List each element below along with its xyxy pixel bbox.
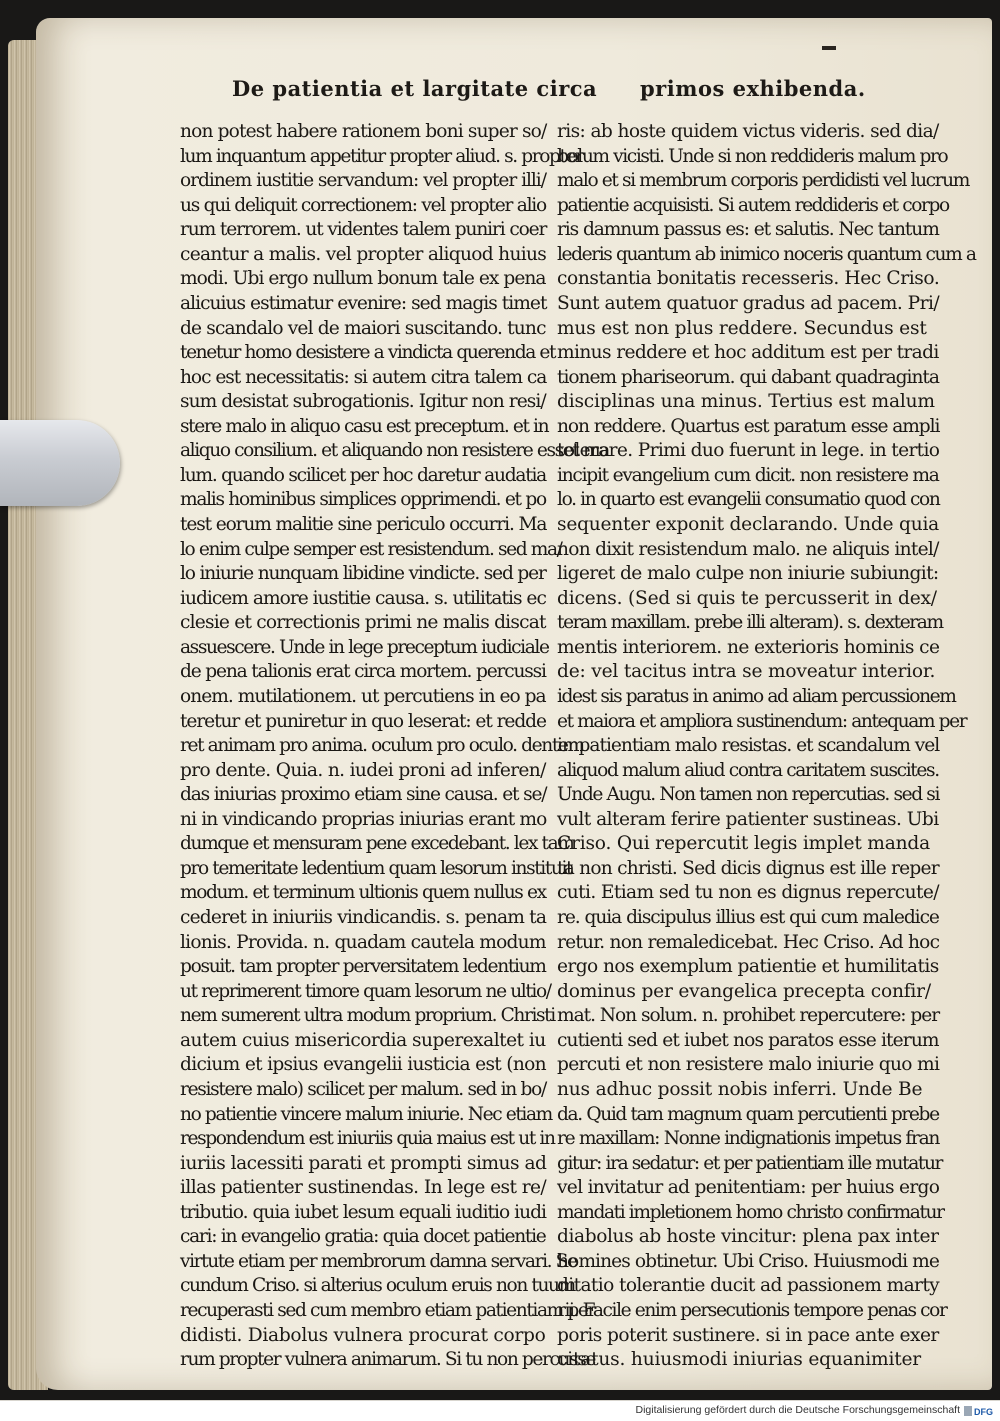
text-line: alicuius estimatur evenire: sed magis timet — [180, 292, 547, 314]
text-line: modum. et terminum ultionis quem nullus ex — [180, 882, 546, 904]
text-line: lum inquantum appetitur propter aliud. s. propter — [180, 145, 583, 167]
text-line: gitur: ira sedatur: et per patientiam ille mutatur — [557, 1152, 943, 1174]
text-line: malis hominibus simplices opprimendi. et po — [180, 489, 546, 511]
text-line: disciplinas una minus. Tertius est malum — [557, 391, 935, 413]
text-line: pro dente. Quia. n. iudei proni ad inferen/ — [180, 759, 546, 781]
text-line: bolum vicisti. Unde si non reddideris malum pro — [557, 145, 948, 167]
text-line: ordinem iustitie servandum: vel propter illi/ — [180, 170, 546, 192]
text-line: diabolus ab hoste vincitur: plena pax inter — [557, 1226, 939, 1248]
text-line: respondendum est iniuriis quia maius est ut in — [180, 1128, 555, 1150]
text-line: illas patienter sustinendas. In lege est re/ — [180, 1177, 547, 1199]
text-line: dumque et mensuram pene excedebant. lex tam — [180, 833, 574, 855]
text-line: cundum Criso. si alterius oculum eruis non tuum — [180, 1275, 575, 1297]
text-line: no patientie vincere malum iniurie. Nec etiam — [180, 1103, 552, 1125]
footer-bar — [0, 1400, 1000, 1421]
text-line: assuescere. Unde in lege preceptum iudiciale — [180, 636, 549, 658]
text-line: dicens. (Sed si quis te percusserit in dex/ — [557, 587, 937, 609]
text-line: tributio. quia iubet lesum equali iuditio iudi — [180, 1201, 546, 1223]
text-line: iuriis lacessiti parati et prompti simus ad — [180, 1152, 547, 1174]
text-line: Sunt autem quatuor gradus ad pacem. Pri/ — [557, 292, 940, 314]
text-line: homines obtinetur. Ubi Criso. Huiusmodi me — [557, 1250, 939, 1272]
text-line: poris poterit sustinere. si in pace ante exer — [557, 1324, 939, 1346]
text-line: ris damnum passus es: et salutis. Nec tantum — [557, 219, 939, 241]
page-clip — [0, 420, 120, 506]
text-line: virtute etiam per membrorum damna servari. Se — [180, 1250, 577, 1272]
text-line: et maiora et ampliora sustinendum: antequam per — [557, 710, 967, 732]
text-line: aliquod malum aliud contra caritatem suscites. — [557, 759, 939, 781]
text-line: vult alteram ferire patienter sustineas. Ubi — [557, 808, 939, 830]
text-line: teretur et puniretur in quo leserat: et redde — [180, 710, 546, 732]
text-line: Criso. Qui repercutit legis implet manda — [557, 833, 930, 855]
dfg-logo-icon — [964, 1405, 996, 1417]
text-line: dicium et ipsius evangelii iusticia est (non — [180, 1054, 546, 1076]
text-line: malo et si membrum corporis perdidisti vel lucrum — [557, 170, 969, 192]
text-line: dominus per evangelica precepta confir/ — [557, 980, 931, 1002]
text-line: mat. Non solum. n. prohibet repercutere: per — [557, 1005, 940, 1027]
text-line: aliquo consilium. et aliquando non resistere esset ma — [180, 440, 609, 462]
text-column-left — [180, 120, 609, 1373]
text-line: percuti et non resistere malo iniurie quo mi — [557, 1054, 940, 1076]
text-line: non reddere. Quartus est paratum esse ampli — [557, 415, 940, 437]
text-line: ut reprimerent timore quam lesorum ne ultio/ — [180, 980, 551, 1002]
text-line: lo. in quarto est evangelii consumatio quod con — [557, 489, 940, 511]
text-line: cari: in evangelio gratia: quia docet patientie — [180, 1226, 546, 1248]
text-line: non potest habere rationem boni super so/ — [180, 121, 547, 142]
text-line: de: vel tacitus intra se moveatur interior. — [557, 661, 936, 683]
text-line: retur. non remaledicebat. Hec Criso. Ad hoc — [557, 931, 940, 953]
text-line: non dixit resistendum malo. ne aliquis intel/ — [557, 538, 939, 560]
text-line: mus est non plus reddere. Secundus est — [557, 317, 927, 339]
text-line: cutienti sed et iubet nos paratos esse iterum — [557, 1029, 939, 1051]
text-line: sum desistat subrogationis. Igitur non resi/ — [180, 391, 546, 413]
text-line: citatus. huiusmodi iniurias equanimiter — [557, 1349, 921, 1371]
text-line: da. Quid tam magnum quam percutienti prebe — [557, 1103, 939, 1125]
text-column-right — [557, 120, 976, 1373]
text-line: stere malo in aliquo casu est preceptum. et in — [180, 415, 549, 437]
text-line: us qui deliquit correctionem: vel propter alio — [180, 194, 546, 216]
text-line: nus adhuc possit nobis inferri. Unde Be — [557, 1078, 923, 1100]
text-line: nem sumerent ultra modum proprium. Christi — [180, 1005, 555, 1027]
text-line: hoc est necessitatis: si autem citra talem ca — [180, 366, 547, 388]
text-line: mentis interiorem. ne exterioris hominis ce — [557, 636, 940, 658]
text-line: vel invitatur ad penitentiam: per huius ergo — [557, 1177, 940, 1199]
ink-mark — [822, 46, 836, 50]
text-line: idest sis paratus in animo ad aliam percussionem — [557, 685, 956, 707]
text-line: ligeret de malo culpe non iniurie subiungit: — [557, 563, 939, 585]
text-line: impatientiam malo resistas. et scandalum vel — [557, 735, 940, 757]
text-line: de scandalo vel de maiori suscitando. tunc — [180, 317, 546, 339]
text-line: posuit. tam propter perversitatem ledentium — [180, 956, 546, 978]
text-line: cederet in iniuriis vindicandis. s. penam ta — [180, 907, 547, 928]
text-line: minus reddere et hoc additum est per tradi — [557, 342, 939, 364]
text-line: clesie et correctionis primi ne malis discat — [180, 612, 546, 634]
text-line: ret animam pro anima. oculum pro oculo. dentem — [180, 735, 584, 757]
text-line: ceantur a malis. vel propter aliquod huius — [180, 243, 547, 265]
text-line: cuti. Etiam sed tu non es dignus repercute/ — [557, 882, 939, 904]
text-line: lo enim culpe semper est resistendum. sed ma/ — [180, 538, 562, 560]
text-line: de pena talionis erat circa mortem. percussi — [180, 661, 546, 683]
running-head-left: De patientia et largitate circa — [232, 76, 598, 101]
text-line: re maxillam: Nonne indignationis impetus fran — [557, 1128, 940, 1150]
text-line: pro temeritate ledentium quam lesorum instituit — [180, 857, 573, 879]
text-line: sequenter exponit declarando. Unde quia — [557, 514, 940, 535]
text-line: rii. Facile enim persecutionis tempore penas cor — [557, 1300, 947, 1321]
text-line: iudicem amore iustitie causa. s. utilitatis ec — [180, 587, 546, 609]
text-line: lionis. Provida. n. quadam cautela modum — [180, 931, 546, 953]
running-head-right: primos exhibenda. — [640, 76, 866, 101]
text-line: lum. quando scilicet per hoc daretur audatia — [180, 464, 546, 486]
text-line: das iniurias proximo etiam sine causa. et se/ — [180, 784, 547, 806]
text-line: resistere malo) scilicet per malum. sed in bo/ — [180, 1078, 546, 1100]
text-line: recuperasti sed cum membro etiam patientiam per — [180, 1300, 595, 1321]
footer-credit: Digitalisierung gefördert durch die Deutsche Forschungsgemeinschaft — [635, 1404, 960, 1416]
text-line: test eorum malitie sine periculo occurri. Ma — [180, 514, 547, 535]
text-line: onem. mutilationem. ut percutiens in eo pa — [180, 685, 546, 707]
text-line: lo iniurie nunquam libidine vindicte. sed per — [180, 563, 546, 585]
text-line: rum terrorem. ut videntes talem puniri coer — [180, 219, 547, 241]
text-line: teram maxillam. prebe illi alteram). s. dexteram — [557, 612, 943, 634]
text-line: tionem phariseorum. qui dabant quadraginta — [557, 366, 939, 388]
text-line: modi. Ubi ergo nullum bonum tale ex pena — [180, 268, 546, 290]
text-line: rum propter vulnera animarum. Si tu non percusse — [180, 1349, 595, 1371]
text-line: Unde Augu. Non tamen non repercutias. sed si — [557, 784, 940, 806]
text-line: ditatio tolerantie ducit ad passionem marty — [557, 1275, 940, 1297]
text-line: constantia bonitatis recesseris. Hec Criso. — [557, 268, 940, 290]
text-line: didisti. Diabolus vulnera procurat corpo — [180, 1324, 546, 1346]
text-line: mandati impletionem homo christo confirmatur — [557, 1201, 944, 1223]
text-line: autem cuius misericordia superexaltet iu — [180, 1029, 546, 1051]
text-line: ris: ab hoste quidem victus videris. sed dia/ — [557, 121, 939, 142]
text-line: re. quia discipulus illius est qui cum maledice — [557, 907, 939, 928]
text-line: patientie acquisisti. Si autem reddideris et corpo — [557, 194, 949, 216]
text-line: ta non christi. Sed dicis dignus est ille reper — [557, 857, 939, 879]
dfg-logo-text: DFG — [974, 1407, 993, 1417]
text-line: ni in vindicando proprias iniurias erant mo — [180, 808, 547, 830]
text-line: incipit evangelium cum dicit. non resistere ma — [557, 464, 939, 486]
text-line: ergo nos exemplum patientie et humilitatis — [557, 956, 939, 978]
text-line: lederis quantum ab inimico noceris quantum cum a — [557, 243, 976, 265]
text-line: tenetur homo desistere a vindicta querenda et — [180, 342, 556, 364]
text-line: tolerare. Primi duo fuerunt in lege. in tertio — [557, 440, 940, 462]
